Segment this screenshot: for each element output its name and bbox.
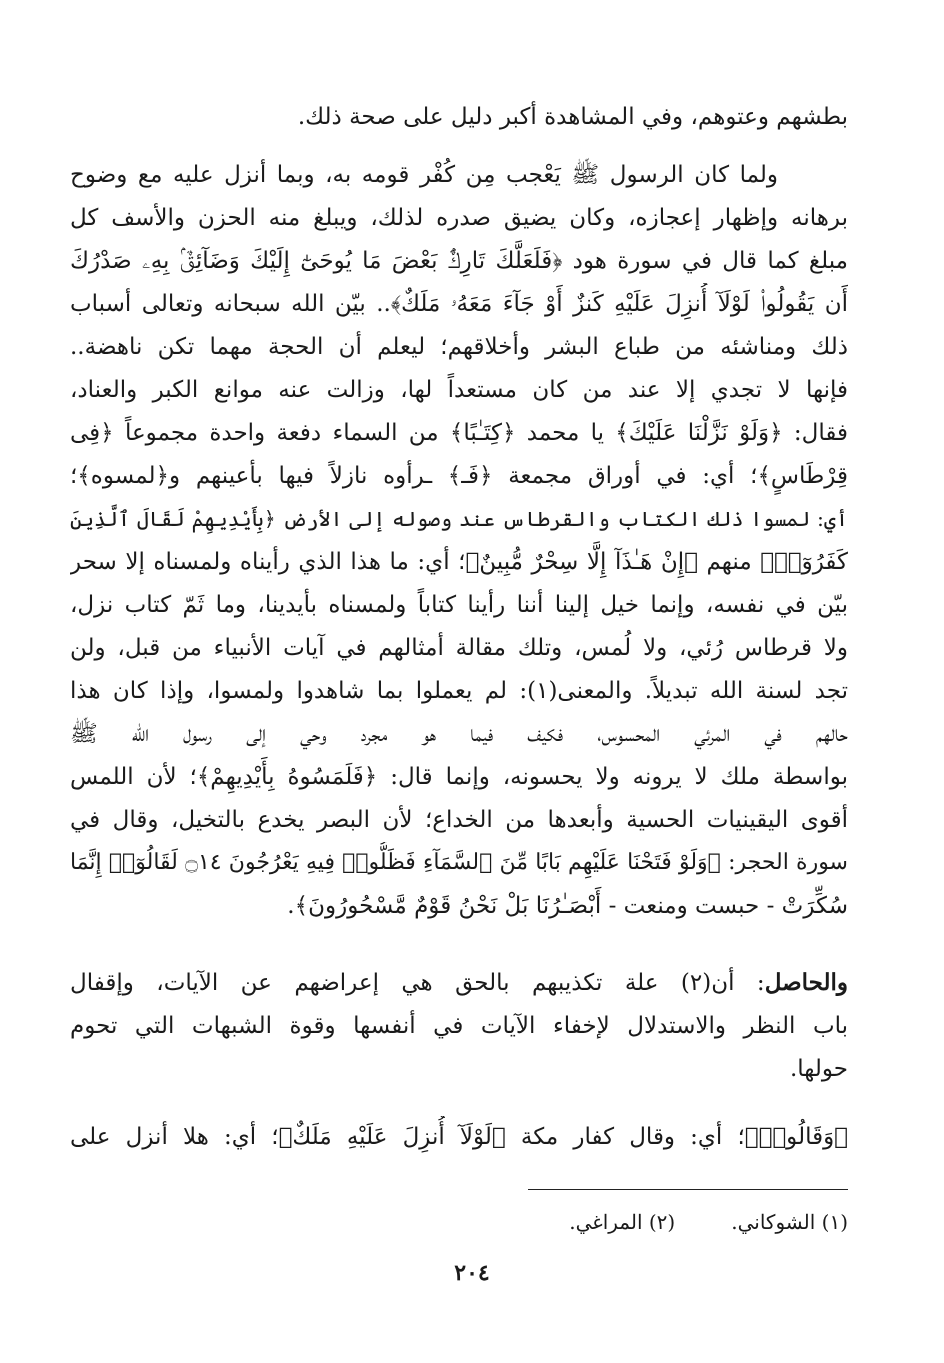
- text-line: حولها.: [789, 1056, 848, 1082]
- text-line: أي: لمسوا ذلك الكتاب والقرطاس عند وصوله إلى الأرض ﴿بِأَيْدِيهِمْ لَقَالَ ٱلَّذِينَ: [70, 507, 848, 531]
- text-line: بواسطة ملك لا يرونه ولا يحسونه، وإنما قال: ﴿فَلَمَسُوهُ بِأَيْدِيهِمْ﴾؛ لأن اللمس: [70, 764, 848, 790]
- footnote: (١) الشوكاني.: [731, 1210, 848, 1234]
- text-line: برهانه وإظهار إعجازه، وكان يضيق صدره لذلك، ويبلغ منه الحزن والأسف كل: [70, 205, 848, 231]
- text-line: ذلك ومناشئه من طباع البشر وأخلاقهم؛ ليعلم أن الحجة مهما تكن ناهضة..: [70, 334, 848, 360]
- text-line: سُكِّرَتْ - حبست ومنعت - أَبْصَـٰرُنَا بَلْ نَحْنُ قَوْمٌ مَّسْحُورُونَ﴾.: [287, 893, 848, 919]
- text-line: تجد لسنة الله تبديلاً. والمعنى(١): لم يعملوا بما شاهدوا ولمسوا، وإذا كان هذا: [70, 678, 848, 704]
- text-line: بطشهم وعتوهم، وفي المشاهدة أكبر دليل على صحة ذلك.: [297, 104, 848, 130]
- text-line: ولما كان الرسول ﷺ يَعْجب مِن كُفْر قومه به، وبما أنزل عليه مع وضوح: [70, 162, 778, 188]
- text-line: أقوى اليقينيات الحسية وأبعدها من الخداع؛ لأن البصر يخدع بالتخيل، وقال في: [70, 807, 848, 833]
- text-line: حالهم في المرئي المحسوس، فكيف فيما هو مجرد وحي إلى رسول الله ﷺ: [70, 721, 848, 747]
- text-line: ولا قرطاس رُئي، ولا لُمس، وتلك مقالة أمثالهم في آيات الأنبياء من قبل، ولن: [70, 635, 848, 661]
- text-line: باب النظر والاستدلال لإخفاء الآيات في أنفسها وقوة الشبهات التي تحوم: [70, 1013, 848, 1039]
- text-line: كَفَرُوٓا۟﴾ منهم ﴿إِنْ هَـٰذَآ إِلَّا سِحْرٌ مُّبِينٌ﴾؛ أي: ما هذا الذي رأيناه ولمسناه إلا سحر: [70, 549, 848, 575]
- text-line: فقال: ﴿وَلَوْ نَزَّلْنَا عَلَيْكَ﴾ يا محمد ﴿كِتَـٰبًا﴾ من السماء دفعة واحدة مجموعاً ﴿فِى: [70, 420, 848, 446]
- text-line: قِرْطَاسٍ﴾؛ أي: في أوراق مجمعة ﴿فَـ﴾ ـرأوه نازلاً فيها بأعينهم و﴿لمسوه﴾؛: [70, 463, 848, 489]
- text-span: : أن(٢) علة تكذيبهم بالحق هي إعراضهم عن الآيات، وإقفال: [70, 970, 765, 996]
- page-number: ٢٠٤: [454, 1260, 490, 1286]
- footnote-divider: [528, 1189, 848, 1190]
- footnote: (٢) المراغي.: [569, 1210, 676, 1234]
- paragraph-lead: والحاصل: [764, 969, 848, 996]
- footnotes: [513, 1206, 848, 1238]
- text-line: سورة الحجر: ﴿وَلَوْ فَتَحْنَا عَلَيْهِم بَابًا مِّنَ ٱلسَّمَآءِ فَظَلُّوا۟ فِيهِ يَعْرُجُونَ ۝١٤ لَقَالُوٓا۟ إِنَّمَا: [70, 850, 848, 875]
- text-line: ﴿وَقَالُوا۟﴾؛ أي: وقال كفار مكة ﴿لَوْلَآ أُنزِلَ عَلَيْهِ مَلَكٌ﴾؛ أي: هلا أنزل على: [70, 1124, 848, 1150]
- text-line: مبلغ كما قال في سورة هود ﴿فَلَعَلَّكَ تَارِكٌۢ بَعْضَ مَا يُوحَىٰٓ إِلَيْكَ وَضَآئِقٌۢ بِهِۦ صَدْرُكَ: [70, 248, 848, 274]
- text-line: أَن يَقُولُوا۟ لَوْلَآ أُنزِلَ عَلَيْهِ كَنزٌ أَوْ جَآءَ مَعَهُۥ مَلَكٌ﴾.. بيّن الله سبحانه وتعالى أسباب: [70, 291, 848, 317]
- text-line: [70, 962, 848, 1004]
- text-line: فإنها لا تجدي إلا عند من كان مستعداً لها، وزالت عنه موانع الكبر والعناد،: [70, 377, 848, 403]
- text-line: بيّن في نفسه، وإنما خيل إلينا أننا رأينا كتاباً ولمسناه بأيدينا، وما ثَمّ كتاب نزل،: [70, 592, 848, 618]
